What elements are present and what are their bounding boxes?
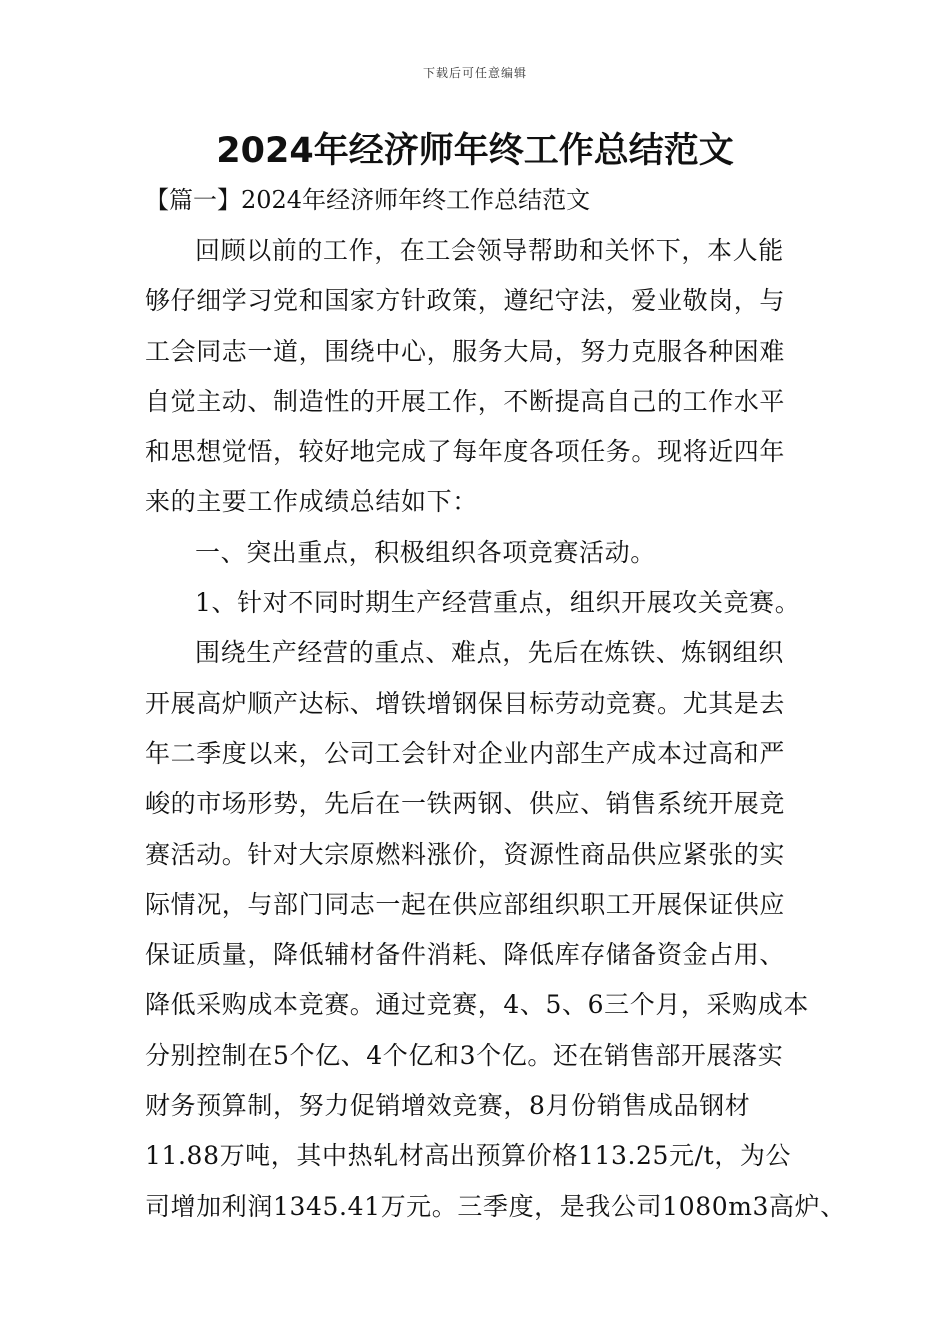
paragraph-line: 围绕生产经营的重点、难点，先后在炼铁、炼钢组织: [195, 638, 784, 668]
paragraph-line: 司增加利润1345.41万元。三季度，是我公司1080m3高炉、: [145, 1191, 846, 1221]
document-title: 2024年经济师年终工作总结范文: [216, 131, 734, 171]
paragraph-line: 开展高炉顺产达标、增铁增钢保目标劳动竞赛。尤其是去: [145, 688, 786, 718]
paragraph-line: 年二季度以来，公司工会针对企业内部生产成本过高和严: [145, 738, 786, 768]
paragraph-line: 分别控制在5个亿、4个亿和3个亿。还在销售部开展落实: [145, 1040, 784, 1070]
paragraph-line: 保证质量，降低辅材备件消耗、降低库存储备资金占用、: [145, 940, 786, 970]
paragraph-line: 回顾以前的工作，在工会领导帮助和关怀下，本人能: [195, 236, 784, 265]
paragraph-line: 11.88万吨，其中热轧材高出预算价格113.25元/t，为公: [145, 1141, 792, 1171]
paragraph-line: 够仔细学习党和国家方针政策，遵纪守法，爱业敬岗，与: [145, 286, 786, 316]
paragraph-line: 工会同志一道，围绕中心，服务大局，努力克服各种困难: [145, 336, 786, 366]
paragraph-line: 降低采购成本竞赛。通过竞赛，4、5、6三个月，采购成本: [145, 990, 809, 1020]
paragraph-line: 际情况，与部门同志一起在供应部组织职工开展保证供应: [145, 889, 786, 919]
paragraph-line: 自觉主动、制造性的开展工作，不断提高自己的工作水平: [145, 386, 786, 416]
paragraph-line: 财务预算制，努力促销增效竞赛，8月份销售成品钢材: [145, 1091, 751, 1121]
subheading-line: 一、突出重点，积极组织各项竞赛活动。: [195, 537, 656, 567]
paragraph-line: 峻的市场形势，先后在一铁两钢、供应、销售系统开展竞: [145, 789, 786, 819]
page-header-note: 下载后可任意编辑: [422, 66, 527, 80]
subheading-line: 1、针对不同时期生产经营重点，组织开展攻关竞赛。: [195, 588, 801, 618]
document-body: [145, 226, 846, 1232]
paragraph-line: 来的主要工作成绩总结如下：: [145, 487, 478, 517]
section-heading: 【篇一】2024年经济师年终工作总结范文: [145, 186, 591, 214]
paragraph-line: 和思想觉悟，较好地完成了每年度各项任务。现将近四年: [145, 437, 786, 467]
paragraph-line: 赛活动。针对大宗原燃料涨价，资源性商品供应紧张的实: [145, 839, 786, 869]
